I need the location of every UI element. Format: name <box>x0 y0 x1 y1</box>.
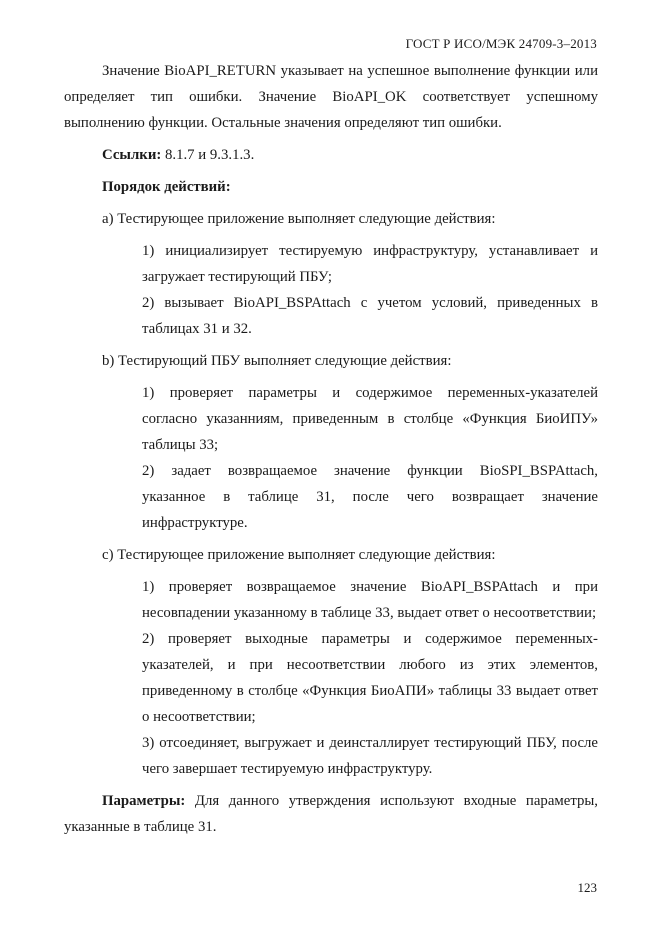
step-b-item-2: 2) задает возвращаемое значение функции BioSPI_BSPAttach, указанное в таблице 31, после чего возвращает значение инфраструктуре. <box>142 463 598 531</box>
page-content <box>64 58 598 840</box>
step-b-title: b) Тестирующий ПБУ выполняет следующие действия: <box>102 353 452 369</box>
parameters-value: Для данного утверждения используют входные параметры, указанные в таблице 31. <box>64 793 598 835</box>
step-c-title: c) Тестирующее приложение выполняет следующие действия: <box>102 547 496 563</box>
step-a-item-2: 2) вызывает BioAPI_BSPAttach с учетом условий, приведенных в таблицах 31 и 32. <box>142 295 598 337</box>
references-paragraph <box>64 142 598 168</box>
page-number: 123 <box>577 880 597 895</box>
references-label: Ссылки: <box>102 147 162 163</box>
step-b-item-1: 1) проверяет параметры и содержимое переменных-указателей согласно указанниям, приведенным в столбце «Функция БиоИПУ» таблицы 33; <box>142 385 598 453</box>
parameters-label: Параметры: <box>102 793 186 809</box>
step-c-item-1: 1) проверяет возвращаемое значение BioAPI_BSPAttach и при несовпадении указанному в таблице 33, выдает ответ о несоответствии; <box>142 579 598 621</box>
standard-header: ГОСТ Р ИСО/МЭК 24709-3–2013 <box>405 36 597 51</box>
parameters-paragraph <box>64 788 598 840</box>
step-c-item-3: 3) отсоединяет, выгружает и деинсталлирует тестирующий ПБУ, после чего завершает тестируемую инфраструктуру. <box>142 735 598 777</box>
step-a-item-1: 1) инициализирует тестируемую инфраструктуру, устанавливает и загружает тестирующий ПБУ; <box>142 243 598 285</box>
step-a-title: a) Тестирующее приложение выполняет следующие действия: <box>102 211 496 227</box>
procedure-label: Порядок действий: <box>102 179 231 195</box>
references-value: 8.1.7 и 9.3.1.3. <box>161 147 255 163</box>
procedure-heading <box>64 174 598 200</box>
intro-paragraph: Значение BioAPI_RETURN указывает на успешное выполнение функции или определяет тип ошибки. Значение BioAPI_OK соответствует успешному выполнению функции. Остальные значения определяют тип ошибки. <box>64 63 598 131</box>
step-c-item-2: 2) проверяет выходные параметры и содержимое переменных-указателей, и при несоответствии любого из этих элементов, приведенному в столбце «Функция БиоАПИ» таблицы 33 выдает ответ о несоответствии; <box>142 631 598 725</box>
